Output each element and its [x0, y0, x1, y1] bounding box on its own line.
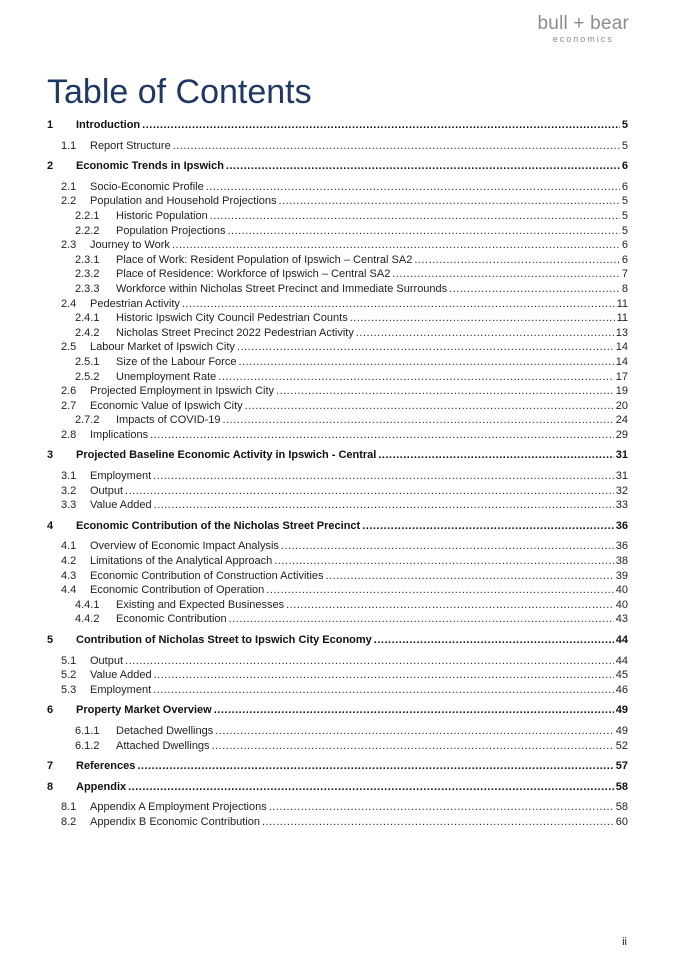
toc-entry-title: Value Added	[90, 499, 152, 512]
toc-entry[interactable]	[47, 583, 628, 598]
toc-entry-page: 49	[615, 704, 628, 717]
toc-leader-dots	[350, 311, 615, 326]
toc-entry-page: 7	[621, 268, 628, 281]
toc-entry-page: 33	[615, 499, 628, 512]
toc-entry-title: Appendix B Economic Contribution	[90, 815, 260, 828]
company-logo	[538, 14, 629, 44]
toc-leader-dots	[356, 326, 614, 341]
toc-entry-page: 32	[615, 484, 628, 497]
toc-leader-dots	[125, 654, 614, 669]
toc-entry[interactable]	[47, 297, 628, 312]
page-title: Table of Contents	[47, 73, 312, 111]
toc-entry-number: 4.1	[61, 540, 77, 553]
toc-entry-page: 5	[621, 139, 628, 152]
toc-entry-page: 31	[615, 449, 628, 462]
toc-leader-dots	[262, 815, 614, 830]
toc-entry-number: 2.4	[61, 297, 77, 310]
toc-entry-title: Report Structure	[90, 139, 171, 152]
toc-entry-number: 6.1.1	[75, 724, 100, 737]
toc-leader-dots	[142, 118, 620, 133]
toc-entry-number: 2.6	[61, 385, 77, 398]
toc-entry[interactable]	[47, 703, 628, 718]
toc-entry-number: 6	[47, 704, 54, 717]
toc-leader-dots	[206, 180, 620, 195]
toc-entry-title: Population Projections	[116, 224, 226, 237]
toc-entry-page: 40	[615, 598, 628, 611]
toc-entry[interactable]	[47, 759, 628, 774]
toc-leader-dots	[269, 800, 614, 815]
toc-entry-title: Historic Population	[116, 209, 208, 222]
toc-entry-title: Appendix A Employment Projections	[90, 801, 267, 814]
toc-entry[interactable]	[47, 724, 628, 739]
toc-entry-number: 2.3.3	[75, 282, 100, 295]
toc-entry-page: 58	[615, 801, 628, 814]
toc-entry-title: Economic Contribution of the Nicholas Street Precinct	[76, 519, 361, 532]
toc-entry-page: 6	[621, 180, 628, 193]
toc-entry-number: 2.2.2	[75, 224, 100, 237]
toc-entry-page: 58	[615, 780, 628, 793]
toc-leader-dots	[245, 399, 614, 414]
toc-entry-title: Size of the Labour Force	[116, 355, 237, 368]
toc-entry-page: 19	[615, 385, 628, 398]
toc-entry[interactable]	[47, 683, 628, 698]
toc-entry-page: 44	[615, 634, 628, 646]
toc-entry-page: 5	[621, 209, 628, 222]
toc-entry-number: 1.1	[61, 139, 77, 152]
toc-entry-number: 2.5.2	[75, 370, 100, 383]
toc-entry-number: 8	[47, 780, 54, 793]
toc-entry[interactable]	[47, 253, 628, 268]
toc-entry-title: Output	[90, 484, 124, 497]
toc-leader-dots	[414, 253, 620, 268]
toc-entry-number: 4.3	[61, 569, 77, 582]
toc-entry-title: Economic Contribution	[116, 613, 227, 626]
toc-leader-dots	[137, 759, 613, 774]
toc-leader-dots	[449, 282, 620, 297]
toc-entry-title: Impacts of COVID-19	[116, 414, 221, 427]
toc-leader-dots	[153, 469, 614, 484]
toc-entry[interactable]	[47, 815, 628, 830]
toc-entry-title: Place of Residence: Workforce of Ipswich – Central SA2	[116, 268, 391, 281]
toc-leader-dots	[154, 498, 614, 513]
toc-entry-number: 4.4.2	[75, 613, 100, 626]
toc-entry[interactable]	[47, 139, 628, 154]
toc-leader-dots	[154, 668, 614, 683]
toc-entry[interactable]	[47, 428, 628, 443]
toc-leader-dots	[212, 739, 614, 754]
toc-leader-dots	[276, 384, 614, 399]
toc-entry-page: 14	[615, 341, 628, 354]
toc-entry-number: 4.2	[61, 555, 77, 568]
toc-entry-title: Projected Employment in Ipswich City	[90, 385, 275, 398]
toc-leader-dots	[182, 297, 615, 312]
toc-entry-page: 31	[615, 470, 628, 483]
toc-entry-page: 43	[615, 613, 628, 626]
toc-entry-number: 5.3	[61, 683, 77, 696]
toc-entry-title: Economic Contribution of Operation	[90, 584, 265, 597]
toc-leader-dots	[153, 683, 614, 698]
toc-entry-title: Economic Trends in Ipswich	[76, 160, 224, 173]
toc-leader-dots	[374, 633, 614, 648]
toc-entry-title: Detached Dwellings	[116, 724, 214, 737]
toc-entry[interactable]	[47, 413, 628, 428]
toc-leader-dots	[215, 724, 614, 739]
toc-entry-number: 2.8	[61, 428, 77, 441]
toc-entry[interactable]	[47, 739, 628, 754]
toc-entry-number: 4.4.1	[75, 598, 100, 611]
toc-entry[interactable]	[47, 612, 628, 627]
toc-leader-dots	[214, 703, 614, 718]
toc-entry-page: 6	[621, 160, 628, 173]
logo-main-text: bull + bear	[537, 13, 629, 34]
toc-entry-number: 3.1	[61, 470, 77, 483]
toc-entry-title: Unemployment Rate	[116, 370, 217, 383]
toc-entry-page: 8	[621, 282, 628, 295]
toc-entry-number: 2.3	[61, 239, 77, 252]
toc-entry-page: 44	[615, 654, 628, 667]
toc-leader-dots	[362, 519, 614, 534]
toc-entry-number: 5.1	[61, 654, 77, 667]
toc-entry-title: Socio-Economic Profile	[90, 180, 204, 193]
toc-leader-dots	[392, 267, 620, 282]
toc-entry[interactable]	[47, 311, 628, 326]
toc-entry-title: Economic Value of Ipswich City	[90, 399, 243, 412]
toc-leader-dots	[150, 428, 614, 443]
toc-entry[interactable]	[47, 399, 628, 414]
toc-entry-page: 11	[616, 312, 628, 325]
toc-entry-title: Appendix	[76, 780, 127, 793]
toc-leader-dots	[326, 569, 614, 584]
toc-entry-title: Population and Household Projections	[90, 195, 277, 208]
toc-entry-page: 14	[615, 355, 628, 368]
toc-entry-title: Overview of Economic Impact Analysis	[90, 540, 279, 553]
toc-entry-number: 2.7	[61, 399, 77, 412]
toc-leader-dots	[226, 159, 620, 174]
toc-leader-dots	[274, 554, 614, 569]
toc-entry-page: 5	[621, 195, 628, 208]
toc-entry-number: 5.2	[61, 669, 77, 682]
toc-entry[interactable]	[47, 355, 628, 370]
toc-leader-dots	[238, 355, 613, 370]
toc-entry[interactable]	[47, 282, 628, 297]
toc-entry-page: 57	[615, 760, 628, 773]
toc-entry-page: 60	[615, 815, 628, 828]
toc-entry-number: 8.1	[61, 801, 77, 814]
toc-entry-number: 3.3	[61, 499, 77, 512]
toc-entry-number: 1	[47, 119, 54, 131]
toc-leader-dots	[237, 340, 614, 355]
toc-leader-dots	[378, 448, 613, 463]
toc-entry-title: Contribution of Nicholas Street to Ipswich City Economy	[76, 634, 372, 646]
toc-entry-number: 2.4.2	[75, 326, 100, 339]
toc-entry[interactable]	[47, 633, 628, 648]
toc-leader-dots	[128, 780, 614, 795]
toc-entry-title: Nicholas Street Precinct 2022 Pedestrian Activity	[116, 326, 354, 339]
toc-entry-title: Economic Contribution of Construction Activities	[90, 569, 324, 582]
toc-entry-title: Attached Dwellings	[116, 739, 210, 752]
toc-entry[interactable]	[47, 326, 628, 341]
toc-entry-page: 20	[615, 399, 628, 412]
toc-entry-number: 4.4	[61, 584, 77, 597]
toc-entry-page: 6	[621, 253, 628, 266]
toc-entry[interactable]	[47, 267, 628, 282]
toc-entry-page: 6	[621, 239, 628, 252]
toc-entry[interactable]	[47, 654, 628, 669]
toc-entry-number: 2.3.2	[75, 268, 100, 281]
toc-entry-title: Historic Ipswich City Council Pedestrian Counts	[116, 312, 348, 325]
toc-entry-number: 2.2.1	[75, 209, 100, 222]
toc-entry-title: References	[76, 760, 136, 773]
toc-entry-number: 8.2	[61, 815, 77, 828]
toc-entry-page: 52	[615, 739, 628, 752]
toc-entry-page: 11	[616, 297, 628, 310]
toc-leader-dots	[173, 139, 620, 154]
toc-entry-number: 3	[47, 449, 54, 462]
page-number: ii	[622, 936, 627, 948]
toc-entry-number: 6.1.2	[75, 739, 100, 752]
toc-entry[interactable]	[47, 448, 628, 463]
logo-sub-text: economics	[552, 34, 614, 44]
toc-entry[interactable]	[47, 209, 628, 224]
toc-entry[interactable]	[47, 180, 628, 195]
toc-entry-title: Value Added	[90, 669, 152, 682]
toc-entry-title: Output	[90, 654, 124, 667]
toc-entry-number: 2.3.1	[75, 253, 100, 266]
toc-entry-page: 36	[615, 519, 628, 532]
toc-entry-title: Introduction	[76, 119, 141, 131]
toc-entry-page: 39	[615, 569, 628, 582]
toc-leader-dots	[172, 238, 620, 253]
toc-entry[interactable]	[47, 598, 628, 613]
toc-entry[interactable]	[47, 238, 628, 253]
toc-entry-title: Place of Work: Resident Population of Ipswich – Central SA2	[116, 253, 413, 266]
toc-entry[interactable]	[47, 469, 628, 484]
toc-entry-title: Existing and Expected Businesses	[116, 598, 285, 611]
toc-leader-dots	[266, 583, 613, 598]
toc-entry-page: 38	[615, 555, 628, 568]
toc-leader-dots	[279, 194, 620, 209]
toc-entry-number: 4	[47, 519, 54, 532]
toc-entry[interactable]	[47, 668, 628, 683]
toc-leader-dots	[286, 598, 614, 613]
toc-entry-number: 2.7.2	[75, 414, 100, 427]
toc-entry[interactable]	[47, 519, 628, 534]
toc-entry-number: 2.4.1	[75, 312, 100, 325]
toc-entry-page: 29	[615, 428, 628, 441]
toc-entry-page: 5	[621, 224, 628, 237]
toc-entry-page: 5	[621, 119, 628, 131]
toc-leader-dots	[281, 539, 614, 554]
toc-entry-title: Pedestrian Activity	[90, 297, 180, 310]
toc-entry-number: 2.5.1	[75, 355, 100, 368]
toc-entry-page: 24	[615, 414, 628, 427]
toc-entry[interactable]	[47, 800, 628, 815]
toc-entry[interactable]	[47, 569, 628, 584]
toc-entry-page: 49	[615, 724, 628, 737]
toc-leader-dots	[210, 209, 620, 224]
toc-entry-page: 36	[615, 540, 628, 553]
toc-entry-page: 45	[615, 669, 628, 682]
toc-entry-title: Limitations of the Analytical Approach	[90, 555, 273, 568]
toc-entry-page: 46	[615, 683, 628, 696]
toc-leader-dots	[125, 484, 614, 499]
toc-entry-number: 3.2	[61, 484, 77, 497]
toc-entry-title: Labour Market of Ipswich City	[90, 341, 235, 354]
toc-leader-dots	[229, 612, 614, 627]
toc-entry-page: 13	[615, 326, 628, 339]
toc-entry[interactable]	[47, 340, 628, 355]
toc-entry[interactable]	[47, 498, 628, 513]
toc-entry[interactable]	[47, 159, 628, 174]
toc-entry[interactable]	[47, 484, 628, 499]
toc-entry[interactable]	[47, 194, 628, 209]
toc-entry-title: Implications	[90, 428, 149, 441]
toc-entry-number: 2.5	[61, 341, 77, 354]
toc-entry-title: Employment	[90, 470, 152, 483]
toc-entry-number: 2.1	[61, 180, 77, 193]
toc-entry[interactable]	[47, 370, 628, 385]
toc-leader-dots	[223, 413, 614, 428]
toc-entry[interactable]	[47, 554, 628, 569]
toc-entry[interactable]	[47, 224, 628, 239]
toc-entry-number: 5	[47, 634, 54, 646]
toc-entry-page: 40	[615, 584, 628, 597]
toc-entry-title: Projected Baseline Economic Activity in Ipswich - Central	[76, 449, 377, 462]
toc-entry[interactable]	[47, 780, 628, 795]
toc-entry-title: Employment	[90, 683, 152, 696]
toc-entry-title: Workforce within Nicholas Street Precinct and Immediate Surrounds	[116, 282, 448, 295]
toc-leader-dots	[227, 224, 619, 239]
toc-entry-title: Journey to Work	[90, 239, 170, 252]
toc-entry-number: 2	[47, 160, 54, 173]
toc-entry-title: Property Market Overview	[76, 704, 212, 717]
toc-entry-number: 2.2	[61, 195, 77, 208]
toc-entry[interactable]	[47, 539, 628, 554]
toc-entry[interactable]	[47, 118, 628, 133]
toc-entry-page: 17	[615, 370, 628, 383]
toc-entry-number: 7	[47, 760, 54, 773]
toc-leader-dots	[218, 370, 613, 385]
toc-entry[interactable]	[47, 384, 628, 399]
table-of-contents	[47, 118, 628, 830]
